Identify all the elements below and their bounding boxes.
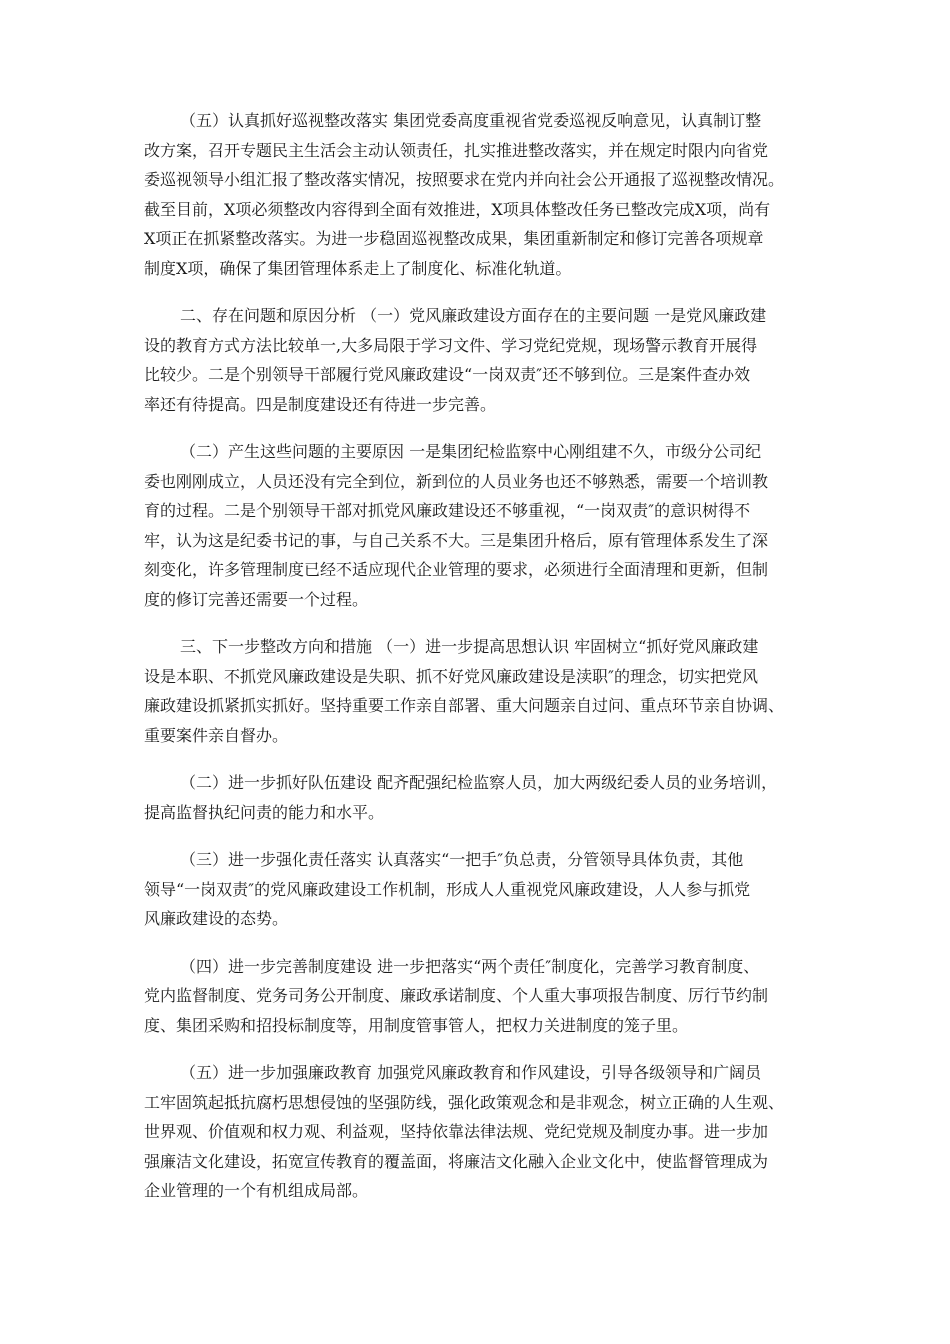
text-line: 率还有待提高。四是制度建设还有待进一步完善。 bbox=[144, 394, 497, 414]
text-line: 截至目前，X项必须整改内容得到全面有效推进，X项具体整改任务已整改完成X项，尚有 bbox=[144, 199, 771, 219]
text-line: 育的过程。二是个别领导干部对抓党风廉政建设还不够重视，“一岗双责″的意识树得不 bbox=[144, 501, 751, 520]
text-line: 工牢固筑起抵抗腐朽思想侵蚀的坚强防线，强化政策观念和是非观念，树立正确的人生观、 bbox=[144, 1092, 785, 1112]
paragraph-institution-building bbox=[144, 952, 806, 1041]
paragraph-next-steps bbox=[144, 632, 806, 750]
text-line: 度的修订完善还需要一个过程。 bbox=[144, 589, 369, 609]
text-line: 设的教育方式方法比较单一,大多局限于学习文件、学习党纪党规，现场警示教育开展得 bbox=[144, 335, 758, 355]
text-line: 牢，认为这是纪委书记的事，与自己关系不大。三是集团升格后，原有管理体系发生了深 bbox=[144, 530, 769, 550]
text-line: 制度X项，确保了集团管理体系走上了制度化、标准化轨道。 bbox=[144, 258, 572, 278]
text-line: 委也刚刚成立，人员还没有完全到位，新到位的人员业务也还不够熟悉，需要一个培训教 bbox=[144, 471, 769, 491]
text-line: 改方案，召开专题民主生活会主动认领责任，扎实推进整改落实，并在规定时限内向省党 bbox=[144, 140, 769, 160]
text-line: 二、存在问题和原因分析 （一）党风廉政建设方面存在的主要问题 一是党风廉政建 bbox=[180, 306, 767, 325]
text-line: （二）进一步抓好队伍建设 配齐配强纪检监察人员，加大两级纪委人员的业务培训， bbox=[180, 773, 778, 792]
text-line: 廉政建设抓紧抓实抓好。坚持重要工作亲自部署、重大问题亲自过问、重点环节亲自协调、 bbox=[144, 696, 785, 715]
text-line: 企业管理的一个有机组成局部。 bbox=[144, 1181, 369, 1200]
text-line: （五）进一步加强廉政教育 加强党风廉政教育和作风建设，引导各级领导和广阔员 bbox=[180, 1063, 762, 1082]
paragraph-integrity-education bbox=[144, 1058, 806, 1206]
text-line: （五）认真抓好巡视整改落实 集团党委高度重视省党委巡视反响意见，认真制订整 bbox=[180, 111, 762, 130]
text-line: （三）进一步强化责任落实 认真落实“一把手″负总责，分管领导具体负责，其他 bbox=[180, 850, 744, 869]
paragraph-team-building bbox=[144, 768, 806, 827]
text-line: X项正在抓紧整改落实。为进一步稳固巡视整改成果，集团重新制定和修订完善各项规章 bbox=[144, 229, 764, 248]
text-line: 委巡视领导小组汇报了整改落实情况，按照要求在党内并向社会公开通报了巡视整改情况。 bbox=[144, 170, 785, 189]
paragraph-main-causes bbox=[144, 437, 806, 614]
text-line: 领导“一岗双责″的党风廉政建设工作机制，形成人人重视党风廉政建设，人人参与抓党 bbox=[144, 879, 751, 899]
text-line: （四）进一步完善制度建设 进一步把落实“两个责任″制度化，完善学习教育制度、 bbox=[180, 956, 760, 976]
text-line: 刻变化，许多管理制度已经不适应现代企业管理的要求，必须进行全面清理和更新，但制 bbox=[144, 560, 769, 579]
text-line: 世界观、价值观和权力观、利益观，坚持依靠法律法规、党纪党规及制度办事。进一步加 bbox=[144, 1122, 769, 1141]
text-line: 提高监督执纪问责的能力和水平。 bbox=[144, 802, 385, 822]
paragraph-problems-analysis bbox=[144, 301, 806, 419]
text-line: 三、下一步整改方向和措施 （一）进一步提高思想认识 牢固树立“抓好党风廉政建 bbox=[180, 637, 759, 656]
paragraph-rectification-implementation bbox=[144, 106, 806, 283]
text-line: 风廉政建设的态势。 bbox=[144, 909, 289, 928]
document-page bbox=[144, 106, 806, 1224]
text-line: 比较少。二是个别领导干部履行党风廉政建设“一岗双责″还不够到位。三是案件查办效 bbox=[144, 365, 751, 384]
text-line: 强廉洁文化建设，拓宽宣传教育的覆盖面，将廉洁文化融入企业文化中，使监督管理成为 bbox=[144, 1151, 769, 1171]
text-line: 度、集团采购和招投标制度等，用制度管事管人，把权力关进制度的笼子里。 bbox=[144, 1015, 689, 1035]
text-line: 重要案件亲自督办。 bbox=[144, 725, 289, 745]
text-line: （二）产生这些问题的主要原因 一是集团纪检监察中心刚组建不久，市级分公司纪 bbox=[180, 442, 762, 461]
text-line: 设是本职、不抓党风廉政建设是失职、抓不好党风廉政建设是渎职″的理念，切实把党风 bbox=[144, 666, 758, 686]
paragraph-responsibility bbox=[144, 845, 806, 934]
text-line: 党内监督制度、党务司务公开制度、廉政承诺制度、个人重大事项报告制度、厉行节约制 bbox=[144, 986, 769, 1005]
